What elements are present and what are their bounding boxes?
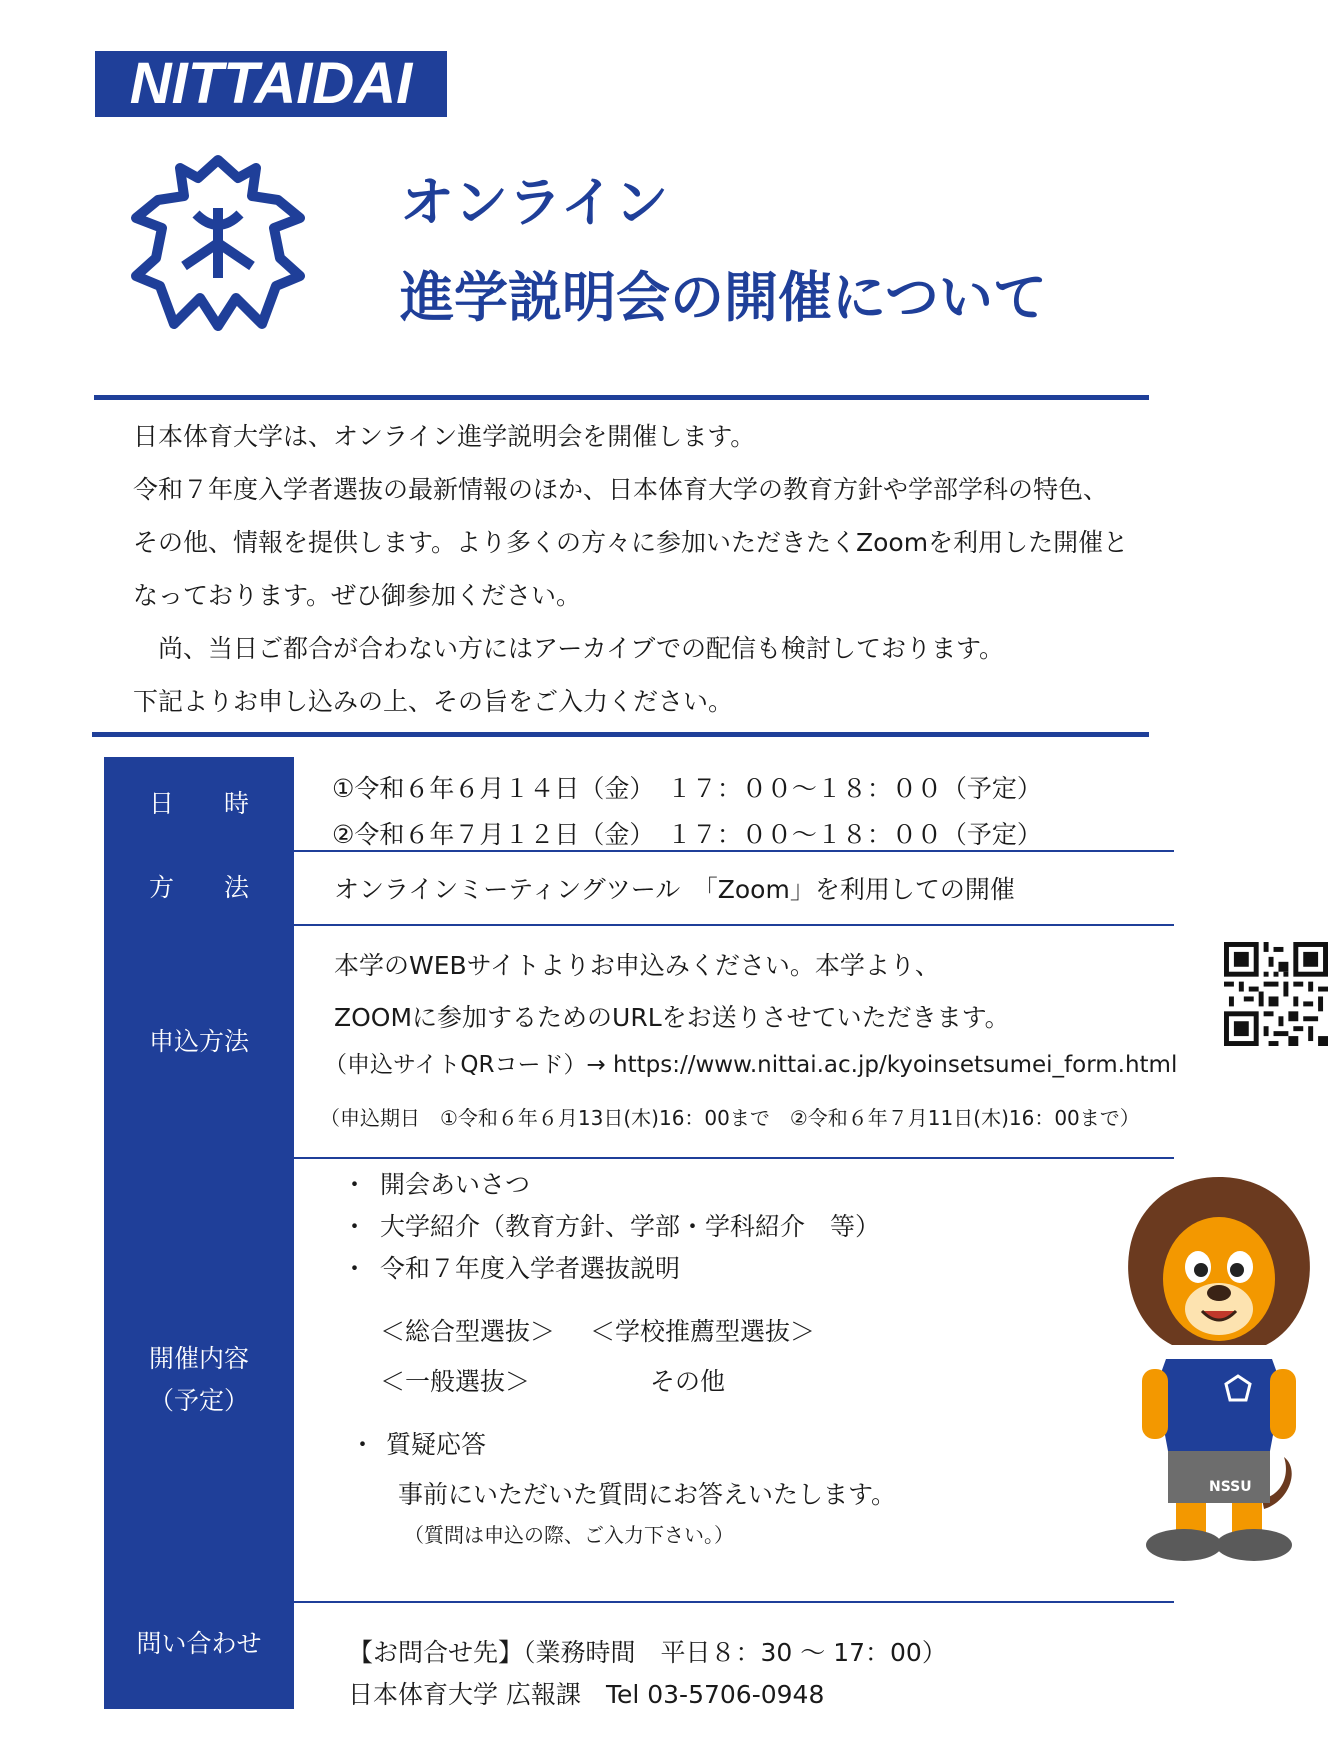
contact-body bbox=[294, 1603, 1174, 1709]
apply-line-1: 本学のWEBサイトよりお申込みください。本学より、 bbox=[334, 951, 940, 980]
datetime-body bbox=[294, 757, 1174, 850]
info-table bbox=[104, 757, 1252, 1709]
selection-general: ＜一般選抜＞ bbox=[380, 1367, 531, 1396]
selection-other: その他 bbox=[650, 1367, 726, 1396]
intro-line: 下記よりお申し込みの上、その旨をご入力ください。 bbox=[133, 687, 734, 716]
intro-line: なっております。ぜひ御参加ください。 bbox=[133, 581, 582, 610]
bottom-divider bbox=[92, 732, 1149, 737]
page-title-line2: 進学説明会の開催について bbox=[400, 266, 1047, 329]
content-body bbox=[294, 1159, 1252, 1601]
label-content-line2: （予定） bbox=[148, 1386, 249, 1415]
contact-tel: 日本体育大学 広報課 Tel 03-5706-0948 bbox=[348, 1680, 825, 1709]
lion-mascot-icon bbox=[1114, 1169, 1324, 1569]
bullet-dot: ・ bbox=[342, 1212, 368, 1241]
datetime-item-2: ②令和６年７月１２日（金） １７：００～１８：００（予定） bbox=[332, 820, 1042, 849]
bullet-dot: ・ bbox=[342, 1170, 368, 1199]
selection-comprehensive: ＜総合型選抜＞ bbox=[380, 1317, 556, 1346]
row-apply bbox=[104, 926, 1178, 1159]
intro-line: その他、情報を提供します。より多くの方々に参加いただきたくZoomを利用した開催と bbox=[133, 528, 1129, 557]
qa-text: 事前にいただいた質問にお答えいたします。 bbox=[398, 1480, 897, 1509]
content-bullet-3: 令和７年度入学者選抜説明 bbox=[380, 1254, 681, 1283]
qa-note: （質問は申込の際、ご入力下さい。） bbox=[404, 1523, 734, 1547]
page-title-line1: オンライン bbox=[400, 171, 669, 234]
mascot-shirt-text: NSSU bbox=[1209, 1479, 1252, 1495]
label-content-line1: 開催内容 bbox=[148, 1344, 249, 1373]
label-apply: 申込方法 bbox=[104, 926, 294, 1157]
contact-hours: 【お問合せ先】（業務時間 平日８：30 ～ 17：00） bbox=[348, 1638, 947, 1667]
qr-code-icon[interactable] bbox=[1224, 942, 1328, 1046]
datetime-item-1: ①令和６年６月１４日（金） １７：００～１８：００（予定） bbox=[332, 774, 1042, 803]
top-divider bbox=[94, 395, 1149, 400]
intro-line: 令和７年度入学者選抜の最新情報のほか、日本体育大学の教育方針や学部学科の特色、 bbox=[133, 475, 1109, 504]
method-body bbox=[294, 852, 1174, 924]
intro-line: 日本体育大学は、オンライン進学説明会を開催します。 bbox=[133, 422, 756, 451]
content-bullet-1: 開会あいさつ bbox=[380, 1170, 531, 1199]
apply-line-2: ZOOMに参加するためのURLをお送りさせていただきます。 bbox=[334, 1003, 1010, 1032]
label-content bbox=[104, 1159, 294, 1601]
row-content bbox=[104, 1159, 1252, 1603]
method-text: オンラインミーティングツール 「Zoom」を利用しての開催 bbox=[334, 875, 1015, 904]
selection-recommendation: ＜学校推薦型選抜＞ bbox=[590, 1317, 816, 1346]
row-method bbox=[104, 852, 1174, 926]
label-method: 方 法 bbox=[104, 852, 294, 924]
content-bullet-2: 大学紹介（教育方針、学部・学科紹介 等） bbox=[380, 1212, 881, 1241]
cherry-blossom-emblem-icon bbox=[118, 148, 318, 338]
bullet-dot: ・ bbox=[350, 1430, 376, 1459]
apply-url-line[interactable]: （申込サイトQRコード）→ https://www.nittai.ac.jp/kyoinsetsumei_form.html bbox=[324, 1052, 1178, 1078]
bullet-dot: ・ bbox=[342, 1254, 368, 1283]
apply-deadline: （申込期日 ①令和６年６月13日(木)16：00まで ②令和６年７月11日(木)16：00まで） bbox=[320, 1106, 1140, 1130]
intro-line: 尚、当日ご都合が合わない方にはアーカイブでの配信も検討しております。 bbox=[158, 634, 1005, 663]
nittaidai-logo: NITTAIDAI bbox=[95, 51, 447, 117]
label-contact: 問い合わせ bbox=[104, 1603, 294, 1709]
row-datetime bbox=[104, 757, 1174, 852]
label-datetime: 日 時 bbox=[104, 757, 294, 850]
apply-body bbox=[294, 926, 1178, 1157]
intro-text bbox=[133, 410, 1143, 728]
row-contact bbox=[104, 1603, 1174, 1709]
qa-bullet: 質疑応答 bbox=[386, 1430, 487, 1459]
